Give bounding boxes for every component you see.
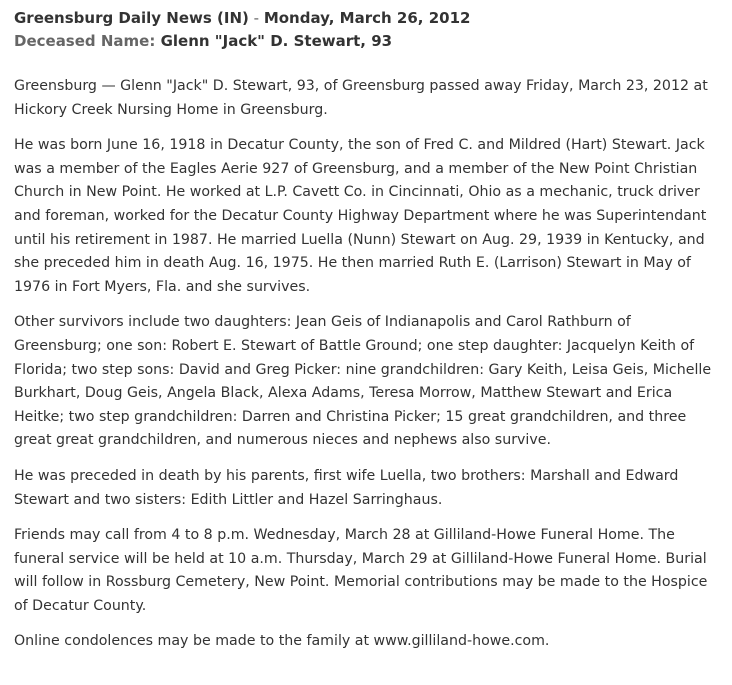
paragraph-biography: He was born June 16, 1918 in Decatur County, the son of Fred C. and Mildred (Hart) Stewart. Jack was a member of the Eagles Aerie 927 of Greensburg, and a member of the New Point Christian Church in New Point. He worked at L.P. Cavett Co. in Cincinnati, Ohio as a mechanic, truck driver and foreman, worked for the Decatur County Highway Department where he was Superintendant until his retirement in 1987. He married Luella (Nunn) Stewart on Aug. 29, 1939 in Kentucky, and she preceded him in death Aug. 16, 1975. He then married Ruth E. (Larrison) Stewart in May of 1976 in Fort Myers, Fla. and she survives. (14, 137, 707, 295)
deceased-name: Glenn "Jack" D. Stewart, 93 (160, 32, 393, 50)
paragraph-intro: Greensburg — Glenn "Jack" D. Stewart, 93, of Greensburg passed away Friday, March 23, 2012 at Hickory Creek Nursing Home in Greensburg. (14, 78, 708, 118)
paragraph-preceded: He was preceded in death by his parents, first wife Luella, two brothers: Marshall and Edward Stewart and two sisters: Edith Littler and Hazel Sarringhaus. (14, 467, 679, 508)
paragraph-services: Friends may call from 4 to 8 p.m. Wednesday, March 28 at Gilliland-Howe Funeral Home. The funeral service will be held at 10 a.m. Thursday, March 29 at Gilliland-Howe Funeral Home. Burial will follow in Rossburg Cemetery, New Point. Memorial contributions may be made to the Hospice of Decatur County. (14, 527, 708, 614)
paragraph-survivors: Other survivors include two daughters: Jean Geis of Indianapolis and Carol Rathburn of Greensburg; one son: Robert E. Stewart of Battle Ground; one step daughter: Jacquelyn Keith of Florida; two step sons: David and Greg Picker: nine grandchildren: Gary Keith, Leisa Geis, Michelle Burkhart, Doug Geis, Angela Black, Alexa Adams, Teresa Morrow, Matthew Stewart and Erica Heitke; two step grandchildren: Darren and Christina Picker; 15 great grandchildren, and three great great grandchildren, and numerous nieces and nephews also survive. (14, 314, 712, 449)
deceased-label: Deceased Name: (14, 32, 156, 50)
deceased-line (14, 31, 718, 52)
header-separator: - (248, 9, 264, 27)
newspaper-name: Greensburg Daily News (IN) (14, 9, 249, 27)
paragraph-condolences: Online condolences may be made to the family at www.gilliland-howe.com. (14, 633, 550, 650)
publication-line (14, 8, 718, 29)
obituary-body (14, 75, 718, 654)
publication-date: Monday, March 26, 2012 (263, 9, 471, 27)
